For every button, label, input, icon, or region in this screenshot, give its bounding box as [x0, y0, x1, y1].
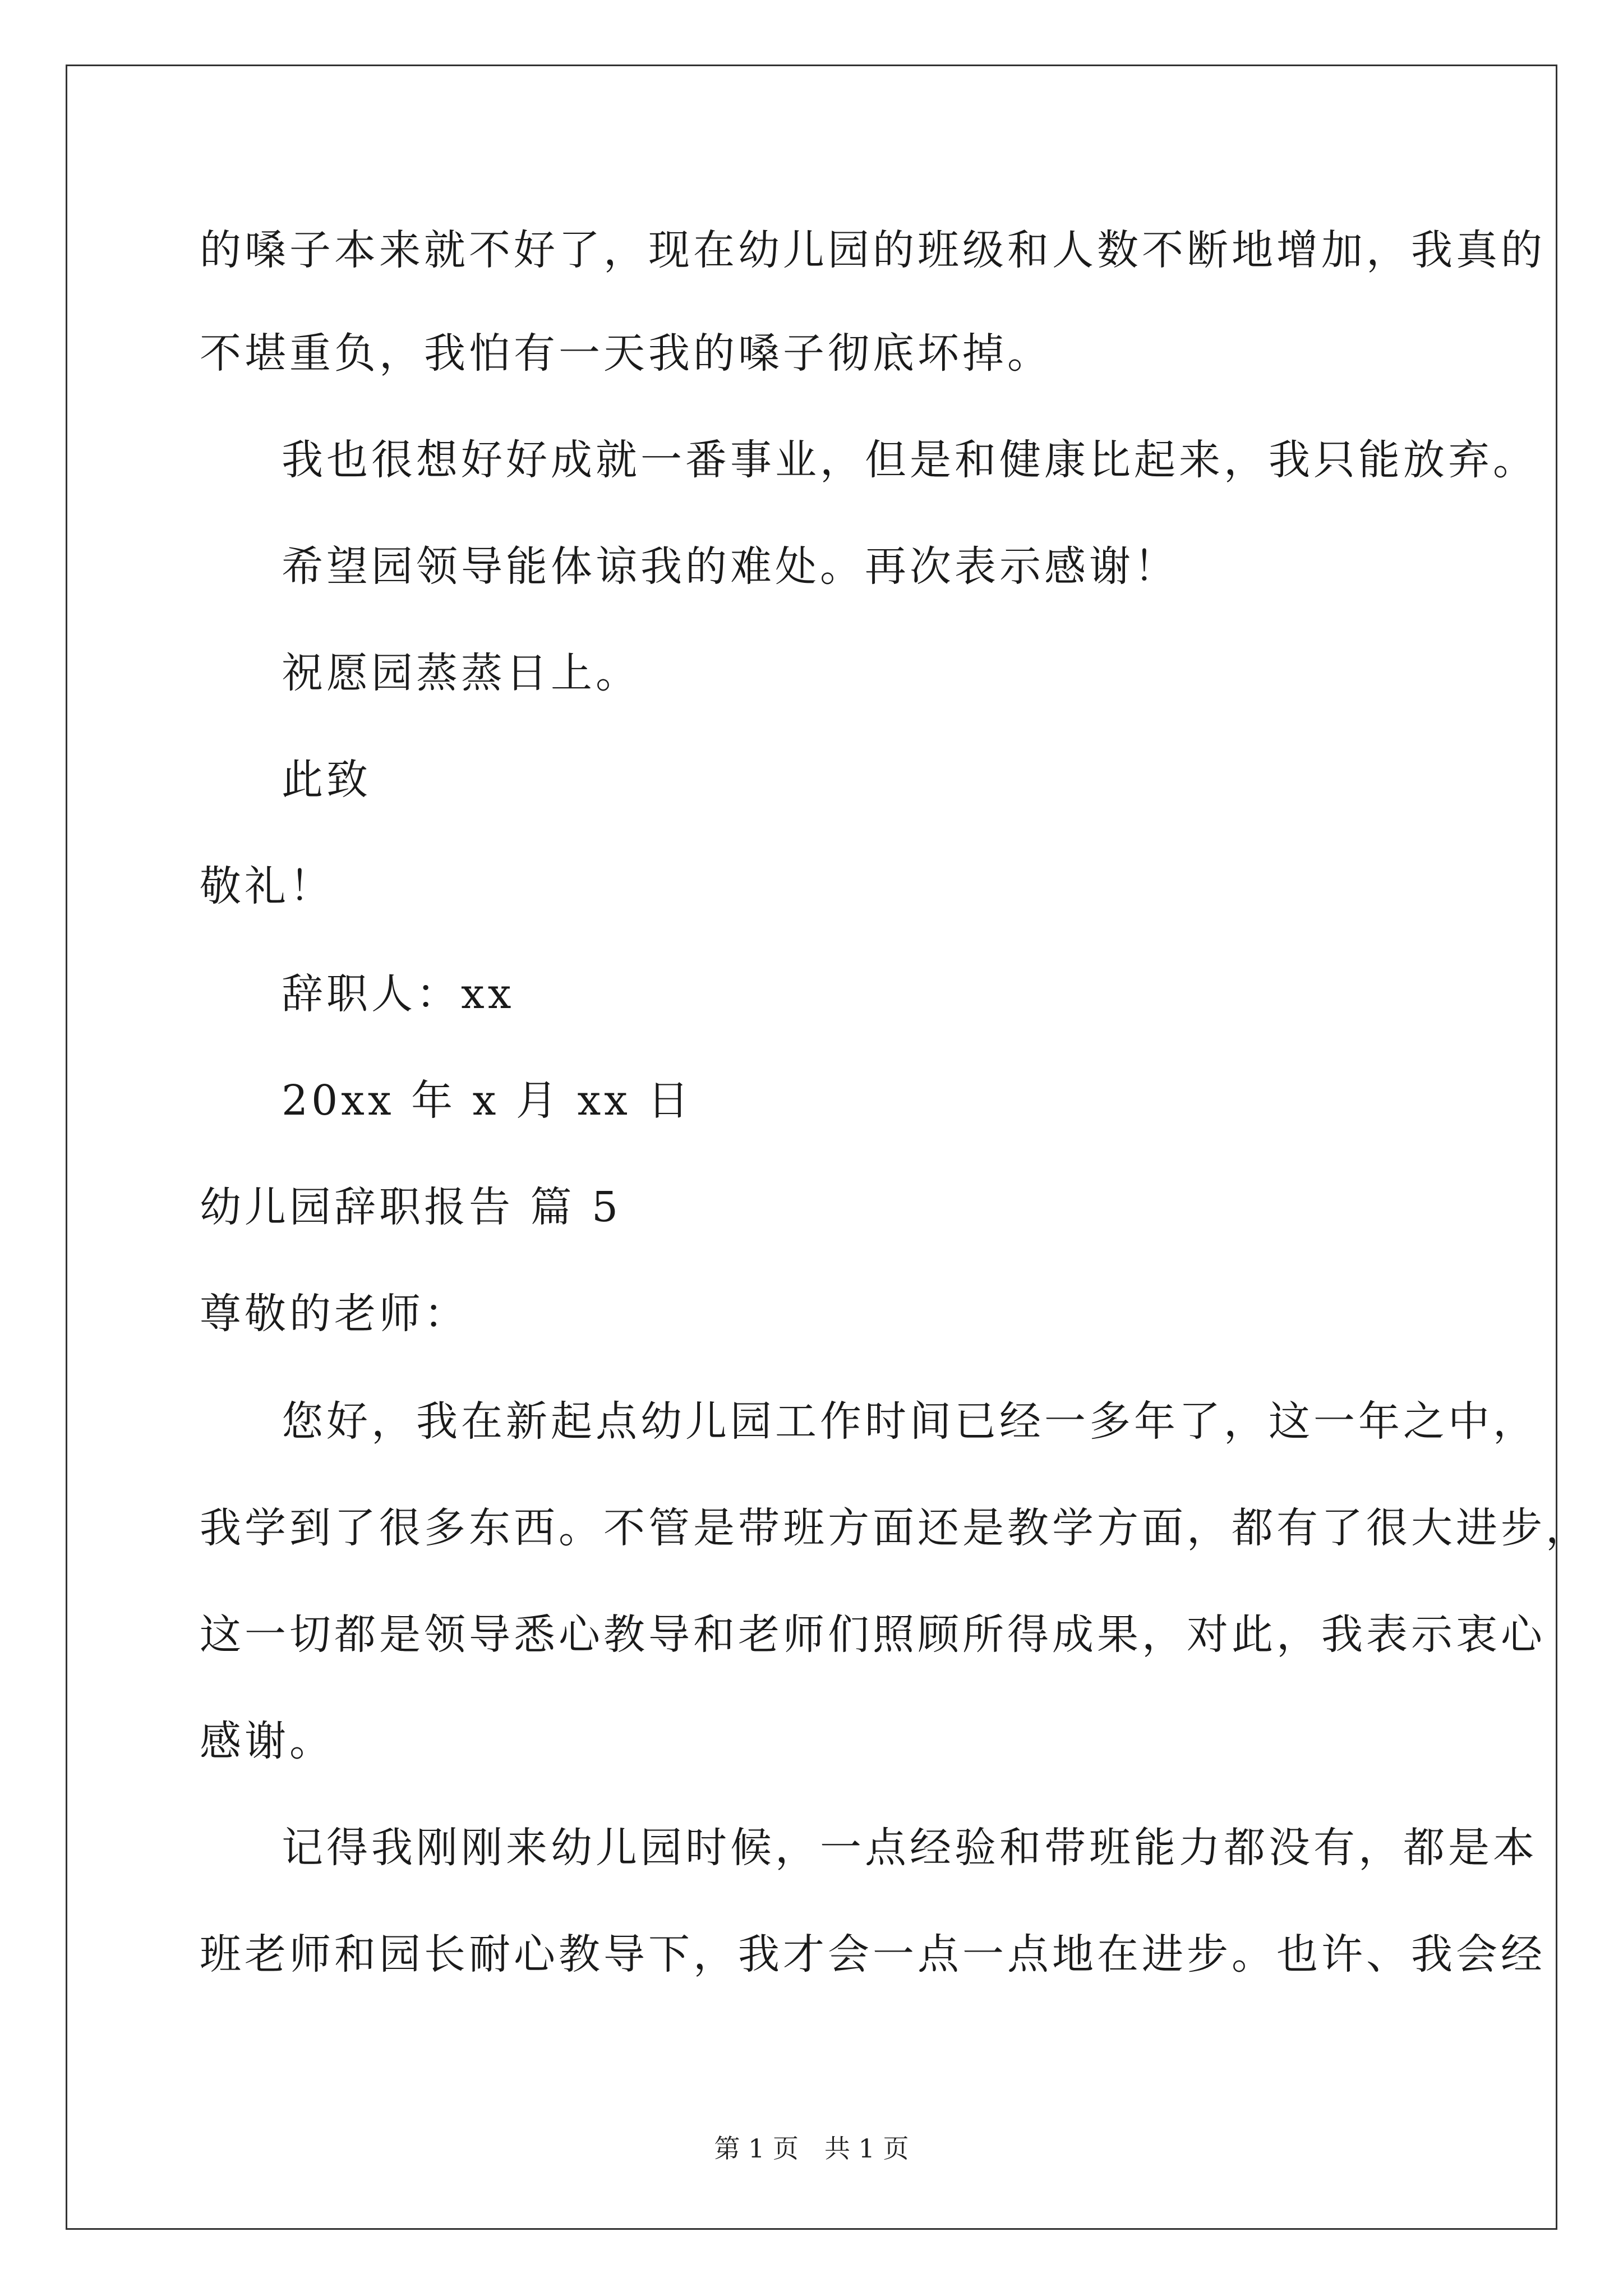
date-line: 20xx 年 x 月 xx 日 — [282, 1076, 693, 1125]
text-line: 记得我刚刚来幼儿园时候，一点经验和带班能力都没有，都是本 — [282, 1824, 1538, 1872]
text-line: 感谢。 — [200, 1717, 334, 1765]
page-footer: 第 1 页 共 1 页 — [714, 2133, 909, 2164]
text-line: 这一切都是领导悉心教导和老师们照顾所得成果，对此，我表示衷心 — [200, 1611, 1546, 1659]
text-line: 祝愿园蒸蒸日上。 — [282, 649, 640, 697]
greeting-line: 尊敬的老师： — [200, 1290, 469, 1338]
text-line: 班老师和园长耐心教导下，我才会一点一点地在进步。也许、我会经 — [200, 1930, 1546, 1978]
signature-line: 辞职人：xx — [282, 970, 515, 1018]
text-line: 的嗓子本来就不好了，现在幼儿园的班级和人数不断地增加，我真的 — [200, 226, 1546, 274]
salutation-line: 此致 — [282, 756, 371, 804]
page-border — [66, 65, 1557, 2230]
text-line: 我学到了很多东西。不管是带班方面还是教学方面，都有了很大进步， — [200, 1504, 1590, 1552]
text-line: 不堪重负，我怕有一天我的嗓子彻底坏掉。 — [200, 329, 1052, 378]
text-line: 希望园领导能体谅我的难处。再次表示感谢！ — [282, 542, 1179, 591]
section-heading: 幼儿园辞职报告 篇 5 — [200, 1183, 622, 1231]
salutation-line: 敬礼！ — [200, 862, 334, 910]
text-line: 您好，我在新起点幼儿园工作时间已经一多年了，这一年之中， — [282, 1397, 1538, 1446]
text-line: 我也很想好好成就一番事业，但是和健康比起来，我只能放弃。 — [282, 436, 1538, 484]
